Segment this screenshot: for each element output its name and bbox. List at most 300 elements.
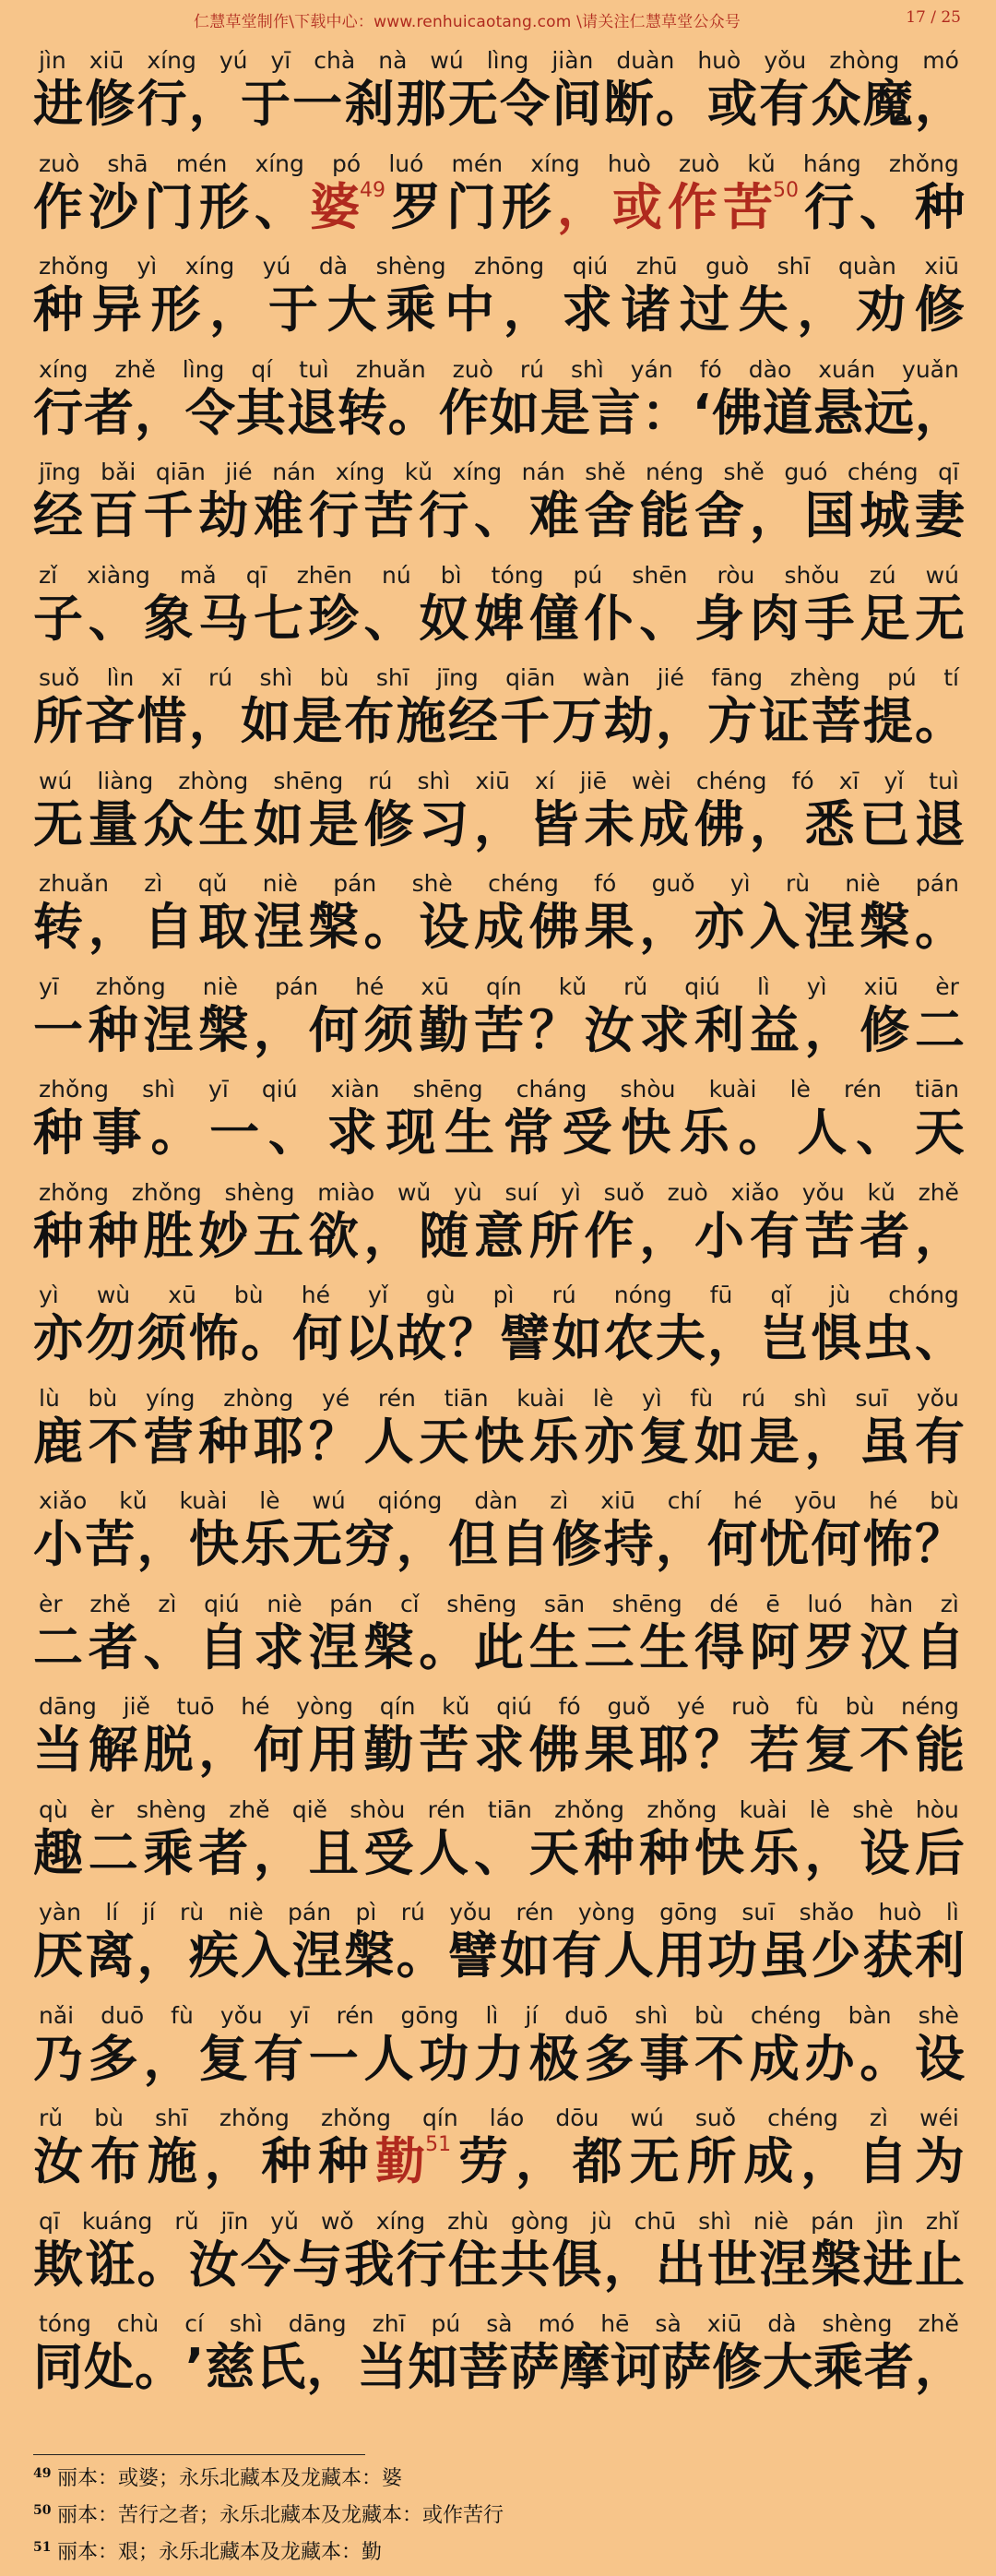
- pinyin-syllable: kǔ: [747, 149, 776, 177]
- hanzi-char: 槃: [811, 2235, 861, 2294]
- hanzi-char: 何: [308, 1000, 359, 1059]
- footnote-marker: 50: [773, 178, 799, 202]
- hanzi-char: 不: [694, 2029, 744, 2088]
- hanzi-char: 行: [804, 177, 854, 236]
- hanzi-char: 。: [134, 2338, 184, 2396]
- text-line: [33, 1788, 965, 1891]
- pinyin-syllable: yì: [641, 1384, 662, 1412]
- hanzi-char: ‘: [692, 383, 712, 442]
- pinyin-syllable: kǔ: [404, 459, 433, 485]
- text-line: [33, 1171, 965, 1274]
- pinyin-syllable: xíng: [335, 459, 385, 485]
- hanzi-char: 汉: [860, 1617, 910, 1676]
- pinyin-syllable: chéng: [488, 870, 559, 897]
- pinyin-syllable: yíng: [146, 1384, 196, 1412]
- hanzi-char: 佛: [528, 1721, 579, 1779]
- pinyin-syllable: bù: [319, 664, 350, 691]
- hanzi-char: 何: [811, 1515, 861, 1573]
- hanzi-char: 诸: [621, 280, 671, 339]
- hanzi-char: ，: [804, 1000, 855, 1059]
- pinyin-syllable: xíng: [255, 149, 304, 177]
- hanzi-char: 人: [797, 1103, 848, 1162]
- hanzi-char: 马: [198, 589, 249, 648]
- pinyin-syllable: zhòng: [223, 1384, 294, 1412]
- pinyin-syllable: xíng: [452, 459, 503, 485]
- hanzi-char: 住: [447, 2235, 498, 2294]
- pinyin-syllable: zhě: [114, 355, 156, 383]
- hanzi-row: [33, 1617, 965, 1678]
- hanzi-char: 苦: [85, 1515, 136, 1573]
- pinyin-syllable: xū: [168, 1282, 196, 1308]
- pinyin-syllable: nú: [381, 561, 411, 589]
- hanzi-char: 为: [914, 2132, 965, 2190]
- pinyin-syllable: sà: [486, 2310, 513, 2337]
- hanzi-char: 、: [267, 1103, 318, 1162]
- hanzi-char: ，: [503, 280, 553, 339]
- hanzi-char: 、: [856, 1103, 907, 1162]
- pinyin-syllable: wú: [430, 47, 464, 74]
- pinyin-syllable: rú: [551, 1282, 576, 1308]
- hanzi-char: 氏: [255, 2338, 306, 2396]
- hanzi-char: 自: [915, 1617, 965, 1676]
- pinyin-syllable: qiě: [291, 1795, 328, 1823]
- pinyin-row: [33, 862, 965, 897]
- hanzi-char: 经: [33, 486, 83, 544]
- pinyin-syllable: kǔ: [119, 1487, 148, 1514]
- footnotes: [33, 2462, 965, 2572]
- hanzi-char: ，: [254, 1823, 303, 1882]
- pinyin-syllable: tuì: [299, 355, 329, 383]
- pinyin-syllable: zhǒng: [219, 2105, 290, 2131]
- pinyin-syllable: zhǒng: [888, 149, 959, 177]
- hanzi-char: 沙: [89, 177, 138, 236]
- pinyin-syllable: wù: [96, 1282, 131, 1308]
- hanzi-char: 穷: [344, 1515, 395, 1573]
- pinyin-syllable: pú: [573, 561, 603, 589]
- hanzi-char: 用: [655, 1926, 706, 1985]
- pinyin-syllable: dàn: [474, 1487, 518, 1514]
- pinyin-syllable: hé: [355, 972, 385, 1000]
- hanzi-char: 如: [694, 1412, 744, 1471]
- pinyin-syllable: pán: [915, 870, 959, 897]
- hanzi-char: ，: [363, 1206, 414, 1265]
- hanzi-char: 提: [862, 692, 913, 750]
- pinyin-syllable: jù: [829, 1282, 851, 1308]
- pinyin-syllable: wèi: [632, 767, 671, 794]
- hanzi-row: [33, 1000, 965, 1061]
- pinyin-syllable: èr: [90, 1795, 114, 1823]
- pinyin-syllable: yī: [289, 2001, 310, 2029]
- hanzi-char: 成: [639, 794, 690, 853]
- pinyin-syllable: yǐ: [368, 1282, 388, 1308]
- hanzi-char: 设: [915, 2029, 965, 2088]
- pinyin-syllable: rén: [377, 1384, 416, 1412]
- pinyin-syllable: shě: [585, 459, 626, 485]
- pinyin-syllable: jié: [225, 459, 253, 485]
- pinyin-syllable: guǒ: [607, 1693, 651, 1720]
- hanzi-char: 乐: [240, 1515, 290, 1573]
- hanzi-char: ，: [804, 1823, 855, 1882]
- pinyin-syllable: rǔ: [39, 2105, 64, 2131]
- hanzi-char: 是: [308, 794, 359, 853]
- hanzi-char: 脱: [143, 1721, 194, 1779]
- pinyin-syllable: xuán: [818, 355, 876, 383]
- pinyin-syllable: lì: [945, 1899, 959, 1926]
- pinyin-syllable: xī: [838, 767, 860, 794]
- hanzi-char: 转: [337, 383, 387, 442]
- pinyin-syllable: láo: [489, 2105, 525, 2131]
- pinyin-syllable: fó: [699, 355, 722, 383]
- pinyin-syllable: rén: [516, 1899, 554, 1926]
- footnote-number: 49: [33, 2466, 52, 2481]
- hanzi-char: 修: [85, 75, 136, 133]
- pinyin-syllable: shì: [142, 1076, 175, 1103]
- pinyin-syllable: yì: [561, 1178, 581, 1206]
- pinyin-syllable: zǐ: [39, 561, 58, 589]
- hanzi-char: 生: [198, 794, 249, 853]
- pinyin-syllable: mǎ: [180, 561, 217, 589]
- pinyin-syllable: ròu: [717, 561, 755, 589]
- hanzi-char: 汝: [584, 1000, 634, 1059]
- pinyin-syllable: wǔ: [397, 1178, 432, 1206]
- pinyin-syllable: zhù: [447, 2207, 489, 2235]
- hanzi-char: 城: [860, 486, 910, 544]
- hanzi-char: 。: [914, 692, 965, 750]
- hanzi-char: 作: [584, 1206, 634, 1265]
- hanzi-char: 行: [33, 383, 83, 442]
- hanzi-char: 同: [33, 2338, 83, 2396]
- pinyin-syllable: shèng: [375, 253, 446, 280]
- hanzi-char: 施: [147, 2132, 197, 2190]
- pinyin-syllable: shì: [229, 2310, 263, 2337]
- hanzi-char: 修: [712, 2338, 763, 2396]
- pinyin-syllable: zuò: [667, 1178, 708, 1206]
- hanzi-char: 生: [639, 1617, 690, 1676]
- text-line: [33, 1479, 965, 1582]
- hanzi-char: 无: [629, 2132, 680, 2190]
- pinyin-syllable: qín: [379, 1693, 416, 1720]
- pinyin-syllable: qiú: [261, 1076, 298, 1103]
- pinyin-syllable: shī: [777, 253, 811, 280]
- hanzi-char: 进: [862, 2235, 913, 2294]
- pinyin-syllable: xiàn: [330, 1076, 380, 1103]
- hanzi-row: [33, 2029, 965, 2090]
- pinyin-row: [33, 1994, 965, 2029]
- footnote-text: 丽本：艰；永乐北藏本及龙藏本：勤: [57, 2541, 383, 2564]
- text-line: [33, 348, 965, 451]
- hanzi-char: 槃: [860, 898, 910, 956]
- footnote-marker: 49: [360, 178, 385, 202]
- hanzi-row: [33, 2131, 965, 2192]
- hanzi-char: 何: [254, 1721, 303, 1779]
- footnote-number: 51: [33, 2540, 52, 2555]
- hanzi-char: 僮: [528, 589, 579, 648]
- pinyin-syllable: fù: [796, 1693, 819, 1720]
- hanzi-char: 进: [33, 75, 83, 133]
- hanzi-char: 种: [261, 2132, 312, 2190]
- hanzi-row: [33, 2235, 965, 2296]
- hanzi-char: 快: [474, 1412, 524, 1471]
- hanzi-char: 五: [254, 1206, 303, 1265]
- pinyin-syllable: chí: [667, 1487, 702, 1514]
- hanzi-char: 七: [254, 589, 303, 648]
- hanzi-char: 如: [500, 1926, 551, 1985]
- pinyin-syllable: wéi: [919, 2105, 959, 2131]
- hanzi-char: 厌: [33, 1926, 83, 1985]
- pinyin-syllable: rǔ: [623, 972, 648, 1000]
- pinyin-syllable: jīn: [220, 2207, 249, 2235]
- pinyin-row: [33, 1479, 965, 1514]
- hanzi-char: 种: [318, 2132, 369, 2190]
- hanzi-char: ？: [528, 1000, 579, 1059]
- hanzi-char: 虽: [860, 1412, 910, 1471]
- hanzi-char: 利: [694, 1000, 744, 1059]
- pinyin-syllable: mén: [175, 149, 228, 177]
- hanzi-char: 种: [88, 1206, 138, 1265]
- hanzi-char: 、: [143, 1617, 194, 1676]
- hanzi-char: 婢: [474, 589, 524, 648]
- hanzi-char: 当: [357, 2338, 408, 2396]
- hanzi-char: 修: [363, 794, 414, 853]
- hanzi-char: 种: [33, 1206, 83, 1265]
- hanzi-char: 知: [408, 2338, 458, 2396]
- hanzi-char: 复: [198, 2029, 249, 2088]
- pinyin-syllable: lìn: [106, 664, 135, 691]
- hanzi-char: 怖: [188, 1309, 239, 1367]
- hanzi-char: 惜: [136, 692, 187, 750]
- hanzi-char: 言: [590, 383, 641, 442]
- pinyin-syllable: rén: [427, 1795, 466, 1823]
- pinyin-syllable: jiě: [123, 1693, 150, 1720]
- pinyin-syllable: kuài: [179, 1487, 228, 1514]
- hanzi-char: 。: [150, 1103, 201, 1162]
- pinyin-syllable: liàng: [97, 767, 154, 794]
- hanzi-char: 不: [860, 1721, 910, 1779]
- hanzi-char: 间: [551, 75, 602, 133]
- pinyin-syllable: huò: [878, 1899, 922, 1926]
- hanzi-char: 大: [326, 280, 377, 339]
- text-line: [33, 1582, 965, 1686]
- hanzi-char: 有: [551, 1926, 602, 1985]
- hanzi-char: 快: [188, 1515, 239, 1573]
- hanzi-char: 快: [621, 1103, 671, 1162]
- pinyin-syllable: yé: [677, 1693, 706, 1720]
- pinyin-syllable: yì: [806, 972, 827, 1000]
- hanzi-char: 如: [551, 1309, 602, 1367]
- pinyin-syllable: zhuǎn: [39, 870, 109, 897]
- text-line: [33, 2302, 965, 2405]
- hanzi-char: 求: [254, 1617, 303, 1676]
- pinyin-syllable: lè: [809, 1795, 831, 1823]
- pinyin-syllable: shēn: [632, 561, 688, 589]
- pinyin-syllable: chéng: [695, 767, 767, 794]
- hanzi-char: 习: [419, 794, 469, 853]
- hanzi-char: 二: [33, 1617, 83, 1676]
- hanzi-char: ？: [447, 1309, 498, 1367]
- hanzi-char: 异: [91, 280, 142, 339]
- hanzi-char: 以: [344, 1309, 395, 1367]
- hanzi-char: 涅: [804, 898, 855, 956]
- pinyin-syllable: zhǒng: [554, 1795, 625, 1823]
- hanzi-char: 皆: [528, 794, 579, 853]
- hanzi-char: 门: [144, 177, 194, 236]
- page-header: [0, 0, 996, 37]
- pinyin-row: [33, 554, 965, 589]
- hanzi-char: 天: [914, 1103, 965, 1162]
- pinyin-syllable: pó: [332, 149, 362, 177]
- pinyin-row: [33, 1890, 965, 1926]
- hanzi-char: 摩: [560, 2338, 611, 2396]
- hanzi-char: 阿: [749, 1617, 800, 1676]
- hanzi-char: 无: [292, 1515, 343, 1573]
- hanzi-char: 天: [419, 1412, 469, 1471]
- hanzi-char: 罗: [804, 1617, 855, 1676]
- pinyin-syllable: zuò: [39, 149, 80, 177]
- hanzi-char: 怖: [862, 1515, 913, 1573]
- pinyin-syllable: pán: [333, 870, 377, 897]
- hanzi-char: 慈: [205, 2338, 255, 2396]
- pinyin-syllable: bù: [94, 2105, 124, 2131]
- pinyin-syllable: zhī: [372, 2310, 406, 2337]
- hanzi-char: ，: [254, 1000, 303, 1059]
- hanzi-char: 修: [860, 1000, 910, 1059]
- hanzi-char: 乘: [143, 1823, 194, 1882]
- hanzi-char: 已: [860, 794, 910, 853]
- pinyin-syllable: zhǒng: [39, 1178, 109, 1206]
- hanzi-char: 汝: [188, 2235, 239, 2294]
- hanzi-char: 营: [143, 1412, 194, 1471]
- hanzi-char: 事: [91, 1103, 142, 1162]
- pinyin-row: [33, 1171, 965, 1206]
- hanzi-char: 利: [914, 1926, 965, 1985]
- pinyin-syllable: qiān: [155, 459, 206, 485]
- hanzi-char: 一: [308, 2029, 359, 2088]
- pinyin-syllable: dào: [748, 355, 792, 383]
- pinyin-syllable: hé: [241, 1693, 270, 1720]
- hanzi-char: 功: [419, 2029, 469, 2088]
- hanzi-char: ，: [915, 1206, 965, 1265]
- hanzi-char: 无: [447, 75, 498, 133]
- hanzi-char: 失: [738, 280, 788, 339]
- hanzi-char: 何: [707, 1515, 758, 1573]
- hanzi-char: 身: [694, 589, 744, 648]
- pinyin-syllable: qī: [39, 2207, 60, 2235]
- pinyin-syllable: xíng: [147, 47, 196, 74]
- hanzi-char: 何: [292, 1309, 343, 1367]
- pinyin-syllable: lè: [592, 1384, 614, 1412]
- hanzi-char: 种: [915, 177, 965, 236]
- pinyin-syllable: lè: [259, 1487, 280, 1514]
- pinyin-syllable: háng: [802, 149, 861, 177]
- pinyin-syllable: tiān: [915, 1076, 959, 1103]
- hanzi-row: [33, 1926, 965, 1986]
- text-line: [33, 1377, 965, 1480]
- pinyin-syllable: qí: [251, 355, 273, 383]
- pinyin-syllable: yī: [39, 972, 59, 1000]
- pinyin-syllable: zhǒng: [95, 972, 166, 1000]
- pinyin-syllable: néng: [901, 1693, 959, 1720]
- pinyin-syllable: yù: [454, 1178, 482, 1206]
- hanzi-char: 如: [240, 692, 290, 750]
- hanzi-char: 如: [254, 794, 303, 853]
- pinyin-syllable: lí: [105, 1899, 119, 1926]
- hanzi-char: 珍: [308, 589, 359, 648]
- pinyin-syllable: zhòng: [178, 767, 249, 794]
- hanzi-char: 作: [438, 383, 489, 442]
- pinyin-syllable: luó: [807, 1590, 843, 1617]
- pinyin-syllable: kǔ: [867, 1178, 895, 1206]
- pinyin-syllable: hòu: [915, 1795, 959, 1823]
- hanzi-char: 苦$^{50}$: [723, 177, 799, 236]
- header-title: 仁慧草堂制作\下载中心：www.renhuicaotang.com \请关注仁慧草堂公众号: [194, 13, 741, 31]
- pinyin-syllable: bàn: [848, 2001, 892, 2029]
- hanzi-char: 。: [363, 898, 414, 956]
- hanzi-char: 生: [445, 1103, 495, 1162]
- hanzi-char: 苦: [419, 1721, 469, 1779]
- hanzi-char: 吝: [85, 692, 136, 750]
- hanzi-char: 亦: [694, 898, 744, 956]
- hanzi-char: 天: [528, 1823, 579, 1882]
- pinyin-syllable: lì: [485, 2001, 499, 2029]
- pinyin-syllable: gòng: [510, 2207, 569, 2235]
- pinyin-syllable: shēng: [446, 1590, 517, 1617]
- hanzi-char: 行: [308, 486, 359, 544]
- hanzi-char: 过: [679, 280, 729, 339]
- text-line: [33, 244, 965, 348]
- hanzi-row: [33, 794, 965, 855]
- hanzi-char: 槃: [198, 1000, 249, 1059]
- hanzi-char: 菩: [458, 2338, 509, 2396]
- pinyin-row: [33, 2096, 965, 2131]
- hanzi-char: 奴: [419, 589, 469, 648]
- pinyin-syllable: pán: [275, 972, 319, 1000]
- hanzi-char: 于: [267, 280, 318, 339]
- pinyin-syllable: nà: [378, 47, 408, 74]
- hanzi-char: 刹: [344, 75, 395, 133]
- pinyin-syllable: kuài: [708, 1076, 757, 1103]
- pinyin-syllable: ruò: [731, 1693, 770, 1720]
- hanzi-char: 、: [363, 589, 414, 648]
- hanzi-char: 疾: [188, 1926, 239, 1985]
- pinyin-syllable: nán: [521, 459, 565, 485]
- pinyin-syllable: rù: [785, 870, 811, 897]
- hanzi-char: 亦: [584, 1412, 634, 1471]
- hanzi-char: 自: [858, 2132, 908, 2190]
- pinyin-syllable: xiū: [600, 1487, 635, 1514]
- pinyin-syllable: èr: [935, 972, 959, 1000]
- hanzi-char: 涅: [143, 1000, 194, 1059]
- hanzi-char: 今: [240, 2235, 290, 2294]
- pinyin-syllable: lìng: [182, 355, 225, 383]
- hanzi-char: 受: [363, 1823, 414, 1882]
- hanzi-char: 与: [292, 2235, 343, 2294]
- hanzi-char: ，: [204, 2132, 255, 2190]
- hanzi-char: ，: [557, 177, 607, 236]
- text-line: [33, 2096, 965, 2200]
- hanzi-char: 耶: [639, 1721, 690, 1779]
- pinyin-row: [33, 1582, 965, 1617]
- pinyin-syllable: gōng: [400, 2001, 459, 2029]
- pinyin-syllable: tóng: [39, 2310, 91, 2337]
- hanzi-char: ，: [749, 794, 800, 853]
- pinyin-syllable: èr: [39, 1590, 63, 1617]
- pinyin-syllable: niè: [262, 870, 298, 897]
- pinyin-syllable: qiú: [684, 972, 720, 1000]
- hanzi-char: 果: [584, 898, 634, 956]
- pinyin-row: [33, 759, 965, 794]
- pinyin-syllable: zhě: [89, 1590, 131, 1617]
- pinyin-syllable: xíng: [39, 355, 89, 383]
